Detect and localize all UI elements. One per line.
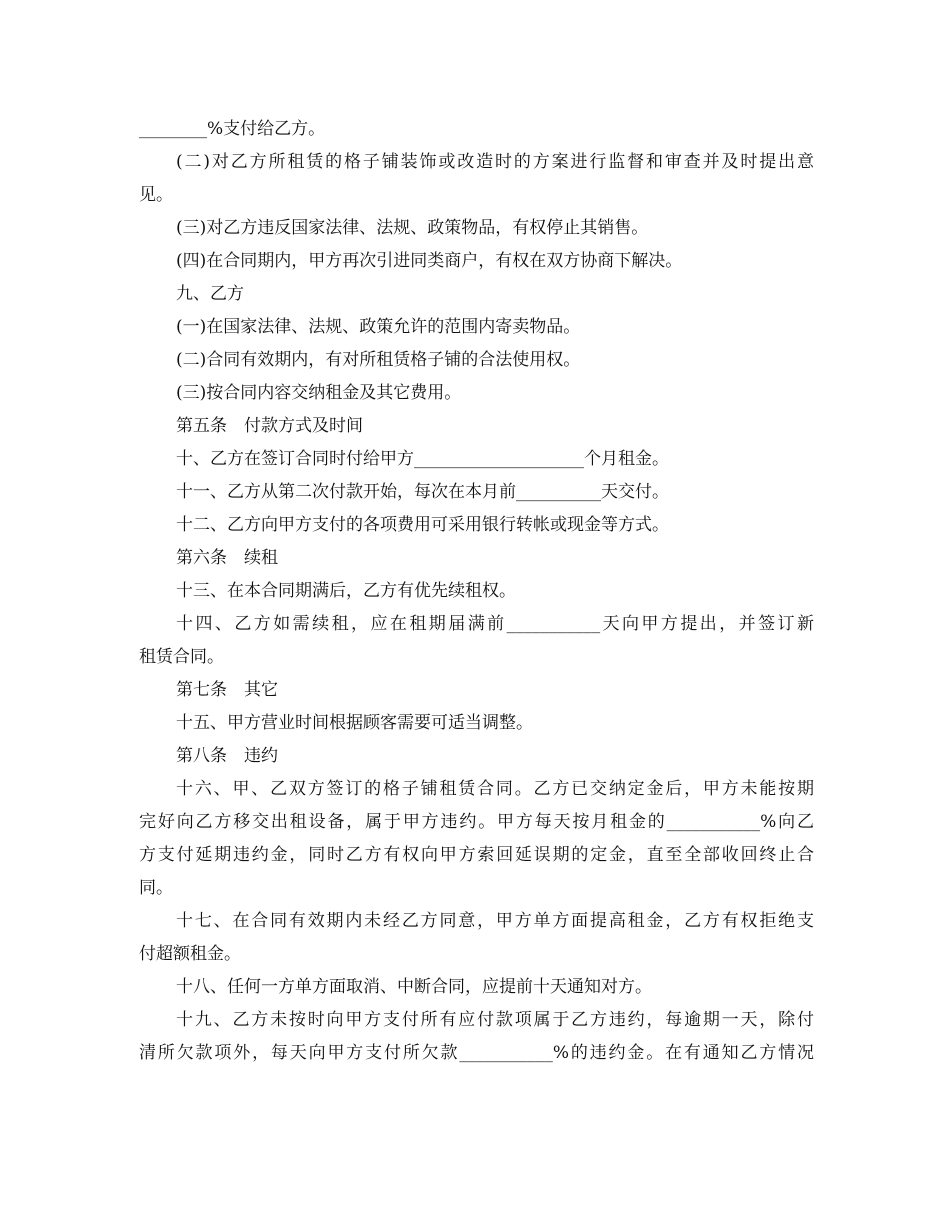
text-line: 清所欠款项外，每天向甲方支付所欠款___________%的违约金。在有通知乙方情况 xyxy=(139,1043,814,1063)
text-line: 完好向乙方移交出租设备，属于甲方违约。甲方每天按月租金的___________%向乙 xyxy=(139,812,814,832)
text-line: (三)对乙方违反国家法律、法规、政策物品，有权停止其销售。 xyxy=(176,218,649,238)
text-line: 十九、乙方未按时向甲方支付所有应付款项属于乙方违约，每逾期一天，除付 xyxy=(176,1010,814,1030)
article-heading: 第六条 续租 xyxy=(176,548,278,568)
text-line: (三)按合同内容交纳租金及其它费用。 xyxy=(176,383,462,403)
text-line: (一)在国家法律、法规、政策允许的范围内寄卖物品。 xyxy=(176,317,581,337)
article-heading: 第五条 付款方式及时间 xyxy=(176,416,363,436)
text-line: 十七、在合同有效期内未经乙方同意，甲方单方面提高租金，乙方有权拒绝支 xyxy=(176,911,814,931)
text-line: 十六、甲、乙双方签订的格子铺租赁合同。乙方已交纳定金后，甲方未能按期 xyxy=(176,779,814,799)
article-heading: 第八条 违约 xyxy=(176,746,278,766)
text-line: 十三、在本合同期满后，乙方有优先续租权。 xyxy=(176,581,516,601)
contract-body xyxy=(139,113,814,1070)
section-heading: 九、乙方 xyxy=(176,284,244,304)
text-line: 同。 xyxy=(139,878,173,898)
text-line: 十五、甲方营业时间根据顾客需要可适当调整。 xyxy=(176,713,533,733)
text-line: 十八、任何一方单方面取消、中断合同，应提前十天通知对方。 xyxy=(176,977,652,997)
text-line: 十一、乙方从第二次付款开始，每次在本月前__________天交付。 xyxy=(176,482,669,502)
text-line: 付超额租金。 xyxy=(139,944,241,964)
text-line: (二)合同有效期内，有对所租赁格子铺的合法使用权。 xyxy=(176,350,581,370)
text-line: 见。 xyxy=(139,185,173,205)
text-line: 十二、乙方向甲方支付的各项费用可采用银行转帐或现金等方式。 xyxy=(176,515,669,535)
text-line: (二)对乙方所租赁的格子铺装饰或改造时的方案进行监督和审查并及时提出意 xyxy=(176,152,814,172)
text-line: 租赁合同。 xyxy=(139,647,224,667)
text-line: 方支付延期违约金，同时乙方有权向甲方索回延误期的定金，直至全部收回终止合 xyxy=(139,845,814,865)
text-line: 十四、乙方如需续租，应在租期届满前___________天向甲方提出，并签订新 xyxy=(176,614,814,634)
text-line: ________%支付给乙方。 xyxy=(139,119,326,139)
text-line: 十、乙方在签订合同时付给甲方____________________个月租金。 xyxy=(176,449,669,469)
text-line: (四)在合同期内，甲方再次引进同类商户，有权在双方协商下解决。 xyxy=(176,251,683,271)
article-heading: 第七条 其它 xyxy=(176,680,278,700)
